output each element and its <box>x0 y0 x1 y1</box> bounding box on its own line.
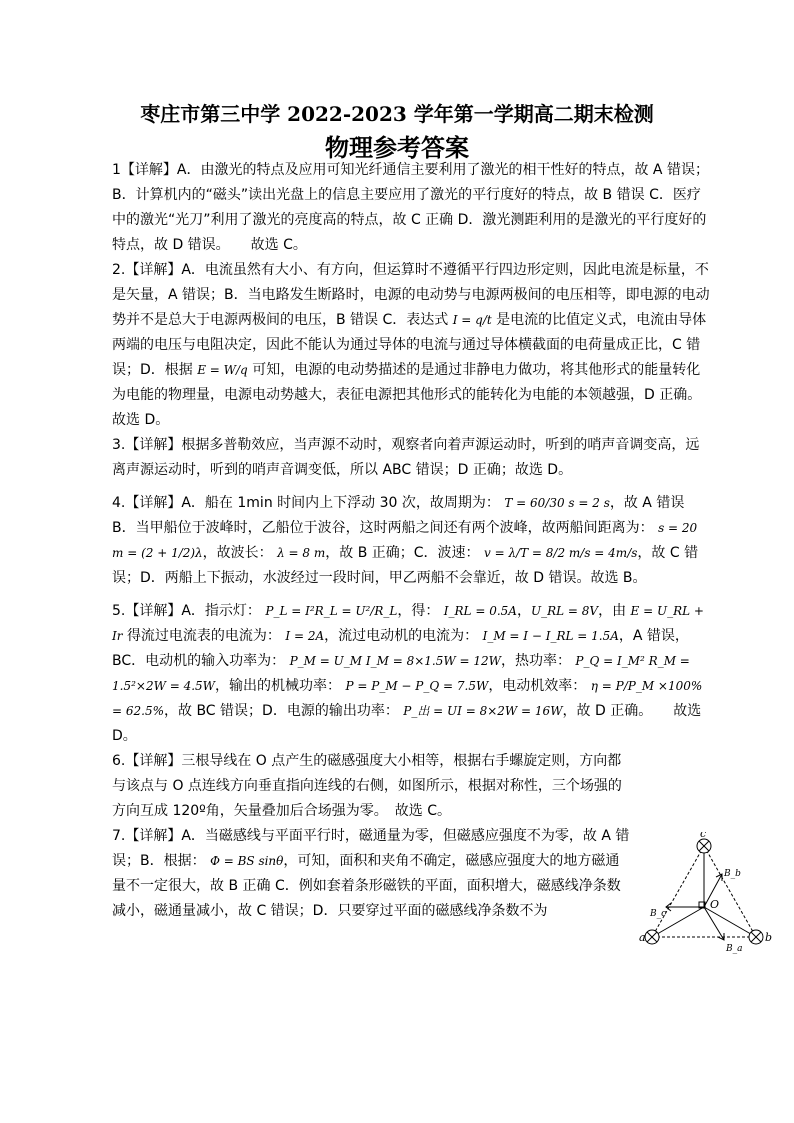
formula-mechanical-power: P = P_M − P_Q = 7.5W <box>345 679 489 693</box>
answer-5-text-j: ，电动机效率： <box>488 678 587 694</box>
answer-5-text-h: ，热功率： <box>500 653 571 669</box>
edge-cb <box>704 846 756 937</box>
page-title: 枣庄市第三中学 2022-2023 学年第一学期高二期末检测 <box>140 102 654 126</box>
formula-period: T = 60/30 s = 2 s <box>504 496 610 510</box>
label-b: b <box>765 931 773 944</box>
answer-5-text-g: ，A 错误，BC．电动机的输入功率为： <box>112 628 689 669</box>
answer-5-text-c: ，由 <box>598 603 627 619</box>
answer-3: 3.【详解】根据多普勒效应，当声源不动时，观察者向着声源运动时，听到的哨声音调变高，远离声源运动时，听到的哨声音调变低，所以 ABC 错误；D 正确；故选 D。 <box>112 437 700 478</box>
answer-4-text-c: ，故波长： <box>202 545 273 561</box>
formula-wavelength: λ = 8 m <box>277 546 326 560</box>
magnetic-field-diagram <box>638 832 780 957</box>
answer-5-text-b: ，得： <box>397 603 440 619</box>
answer-5-text-e: ，流过电动机的电流为： <box>324 628 479 644</box>
answer-5-text-a: 5.【详解】A．指示灯： <box>112 603 261 619</box>
formula-efficiency: η = P/P_M ×100% = 62.5% <box>112 679 703 718</box>
answer-2-text-a: 2.【详解】A．电流虽然有大小、有方向，但运算时不遵循平行四边形定则，因此电流是标量，不是矢量，A 错误；B．当电路发生断路时，电源的电动势与电源两极间的电压相等，即电源的电动势并不是总大于电源两极间的电压，B 错误 C．表达式 <box>112 262 710 328</box>
label-bb: B_b <box>724 869 741 879</box>
formula-emf-sum: E = U_RL + Ir <box>112 604 704 643</box>
formula-distance: s = 20 m = (2 + 1/2)λ <box>112 521 698 560</box>
formula-lamp-power: P_L = I²R_L = U²/R_L <box>265 604 398 618</box>
formula-heat-power: P_Q = I_M² R_M = 1.5²×2W = 4.5W <box>112 654 690 693</box>
answer-5-text-l: ，故 D 正确。 故选 D。 <box>112 703 702 744</box>
vector-ba <box>704 907 724 940</box>
answer-7-text-b: ，可知，面积和夹角不确定，磁感应强度大的地方磁通量不一定很大，故 B 正确 C．例如套着条形磁铁的平面，面积增大，磁感线净条数减小，磁通量减小，故 C 错误；D．只要穿过平面的磁感线净条数不为 <box>112 853 621 919</box>
formula-wave-speed: v = λ/T = 8/2 m/s = 4m/s <box>483 546 638 560</box>
formula-motor-current: I_M = I − I_RL = 1.5A <box>482 629 619 643</box>
answer-2-text-c: 可知，电源的电动势描述的是通过非静电力做功，将其他形式的能量转化为电能的物理量，电源电动势越大，表征电源把其他形式的能转化为电能的本领越强，D 正确。 故选 D。 <box>112 362 737 428</box>
page-subtitle: 物理参考答案 <box>325 133 469 162</box>
answer-2-text-b: 是电流的比值定义式，电流由导体两端的电压与电阻决定，因此不能认为通过导体的电流与通过导体横截面的电荷量成正比，C 错误；D．根据 <box>112 312 707 378</box>
answer-4-text-b: ，故 A 错误 B．当甲船位于波峰时，乙船位于波谷，这时两船之间还有两个波峰，故两船间距离为： <box>112 495 685 536</box>
formula-lamp-current: I_RL = 0.5A <box>443 604 517 618</box>
formula-output-power: P_出 = UI = 8×2W = 16W <box>403 704 563 718</box>
formula-current-definition: I = q/t <box>452 313 492 327</box>
label-a: a <box>639 931 646 944</box>
answer-2 <box>112 258 737 433</box>
answer-5-text-d: 得流过电流表的电流为： <box>126 628 281 644</box>
answer-7-text-a: 7.【详解】A．当磁感线与平面平行时，磁通量为零，但磁感应强度不为零，故 A 错误；B．根据： <box>112 828 630 869</box>
edge-ca <box>652 846 704 937</box>
label-c: c <box>700 832 707 840</box>
answer-4 <box>112 491 712 591</box>
answer-5-text-i: ，输出的机械功率： <box>215 678 342 694</box>
answer-4-text-e: ，故 C 错误；D．两船上下振动，水波经过一段时间，甲乙两船不会靠近，故 D 错误。故选 B。 <box>112 545 699 586</box>
answer-7 <box>112 824 632 924</box>
formula-lamp-voltage: U_RL = 8V <box>530 604 599 618</box>
formula-total-current: I = 2A <box>285 629 325 643</box>
answer-4-text-a: 4.【详解】A．船在 1min 时间内上下浮动 30 次，故周期为： <box>112 495 500 511</box>
answer-6: 6.【详解】三根导线在 O 点产生的磁感强度大小相等，根据右手螺旋定则，方向都与该点与 O 点连线方向垂直指向连线的右侧，如图所示，根据对称性，三个场强的方向互成 120º角，矢量叠加后合场强为零。 故选 C。 <box>112 753 622 819</box>
answer-4-text-d: ，故 B 正确；C．波速： <box>325 545 480 561</box>
label-ba: B_a <box>726 944 743 954</box>
formula-emf: E = W/q <box>197 363 248 377</box>
answer-5: 5.【详解】A．指示灯： P_L = I²R_L = U²/R_L，得： I_RL = 0.5A，U_RL = 8V，由 E = U_RL + Ir 得流过电流表的电流为： I = 2A，流过电动机的电流为： I_M = I − I_RL = 1.5A，A 错误，BC．电动机的输入功率为： P_M = U_M I_M = 8×1.5W = 12W，热功率： P_Q = I_M² R_M = 1.5²×2W = 4.5W，输出的机械功率： P = P_M − P_Q = 7.5W，电动机效率： η = P/P_M ×100% = 62.5%，故 BC 错误；D．电源的输出功率： P_出 = UI = 8×2W = 16W，故 D 正确。 故选 D。 <box>112 603 704 744</box>
answer-5-text-k: ，故 BC 错误；D．电源的输出功率： <box>164 703 399 719</box>
formula-motor-input-power: P_M = U_M I_M = 8×1.5W = 12W <box>289 654 501 668</box>
label-o: O <box>710 898 720 911</box>
formula-flux: Φ = BS sinθ <box>210 854 284 868</box>
answer-1: 1【详解】A．由激光的特点及应用可知光纤通信主要利用了激光的相干性好的特点，故 A 错误；B．计算机内的“磁头”读出光盘上的信息主要应用了激光的平行度好的特点，故 B 错误 C．医疗中的激光“光刀”利用了激光的亮度高的特点，故 C 正确 D．激光测距利用的是激光的平行度好的特点，故 D 错误。 故选 C。 <box>112 162 709 253</box>
label-bc: B_c <box>650 909 667 919</box>
line-ob <box>704 907 756 937</box>
